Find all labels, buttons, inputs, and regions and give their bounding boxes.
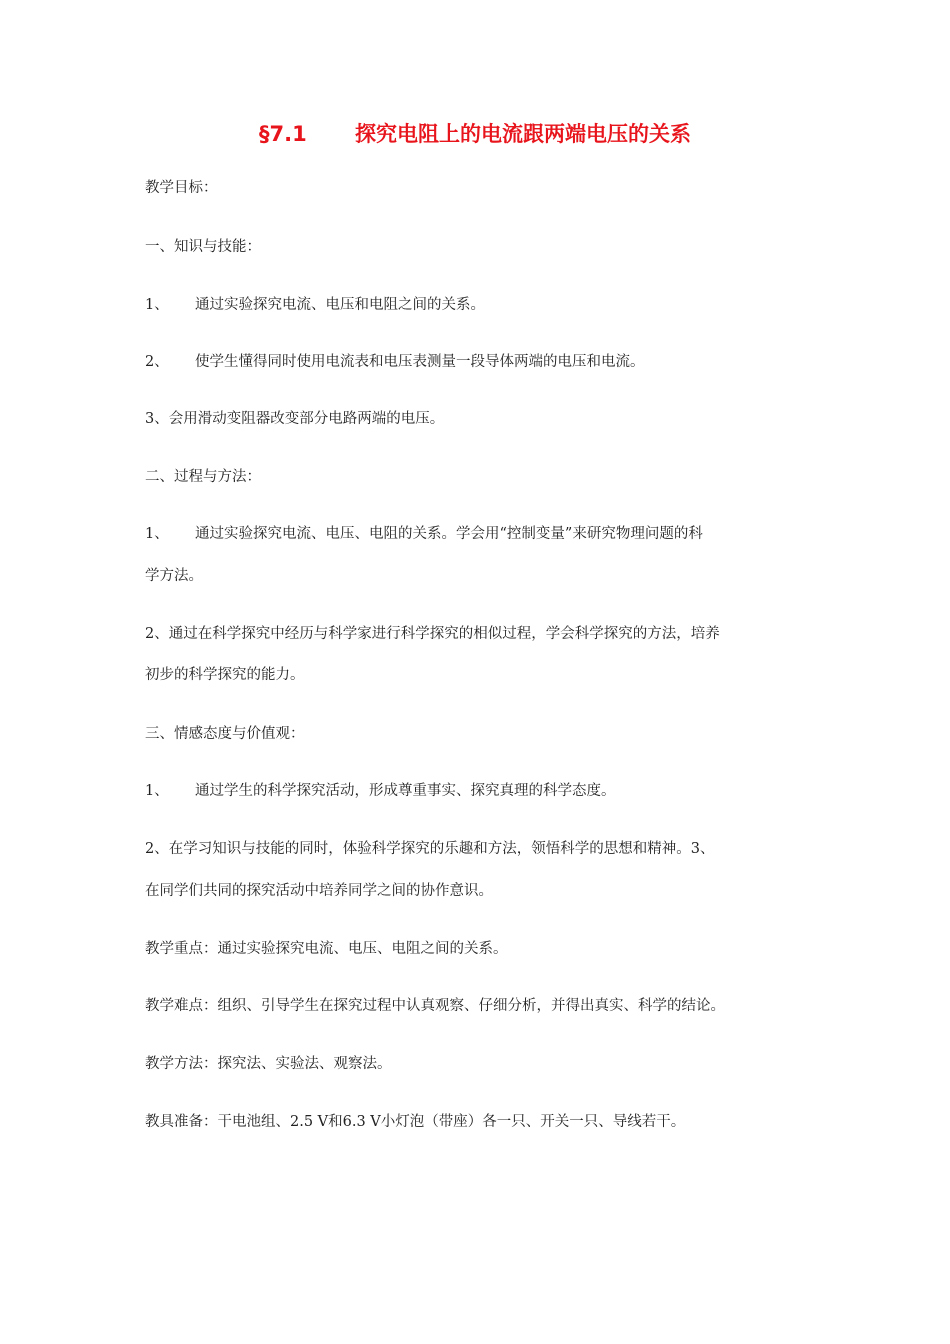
attitude-item-2: 2、在学习知识与技能的同时，体验科学探究的乐趣和方法，领悟科学的思想和精神。3、 xyxy=(145,841,715,857)
item-text: 使学生懂得同时使用电流表和电压表测量一段导体两端的电压和电流。 xyxy=(195,354,645,370)
item-number: 1、 xyxy=(145,526,169,542)
difficulty: 教学难点：组织、引导学生在探究过程中认真观察、仔细分析，并得出真实、科学的结论。 xyxy=(145,998,725,1014)
knowledge-item-3: 3、会用滑动变阻器改变部分电路两端的电压。 xyxy=(145,411,445,427)
equipment: 教具准备：干电池组、2.5 V和6.3 V小灯泡（带座）各一只、开关一只、导线若干。 xyxy=(145,1114,686,1130)
knowledge-item-1 xyxy=(145,295,825,315)
attitude-item-1 xyxy=(145,781,825,801)
item-number: 1、 xyxy=(145,297,169,313)
section-knowledge-heading: 一、知识与技能： xyxy=(145,239,261,255)
attitude-item-2-cont: 在同学们共同的探究活动中培养同学之间的协作意识。 xyxy=(145,883,493,899)
item-number: 1、 xyxy=(145,783,169,799)
goals-label: 教学目标： xyxy=(145,180,218,196)
item-text: 通过学生的科学探究活动，形成尊重事实、探究真理的科学态度。 xyxy=(195,783,616,799)
title-text: 探究电阻上的电流跟两端电压的关系 xyxy=(355,122,691,146)
teaching-method: 教学方法：探究法、实验法、观察法。 xyxy=(145,1056,392,1072)
knowledge-item-2 xyxy=(145,352,825,372)
item-text: 通过实验探究电流、电压和电阻之间的关系。 xyxy=(195,297,485,313)
key-point: 教学重点：通过实验探究电流、电压、电阻之间的关系。 xyxy=(145,941,508,957)
process-item-2: 2、通过在科学探究中经历与科学家进行科学探究的相似过程，学会科学探究的方法，培养 xyxy=(145,626,720,642)
item-text: 通过实验探究电流、电压、电阻的关系。学会用“控制变量”来研究物理问题的科 xyxy=(195,526,703,542)
title-number: §7.1 xyxy=(259,122,307,146)
section-attitude-heading: 三、情感态度与价值观： xyxy=(145,726,305,742)
section-process-heading: 二、过程与方法： xyxy=(145,469,261,485)
process-item-2-cont: 初步的科学探究的能力。 xyxy=(145,667,305,683)
process-item-1 xyxy=(145,524,825,544)
process-item-1-cont: 学方法。 xyxy=(145,568,203,584)
item-number: 2、 xyxy=(145,354,169,370)
page-title xyxy=(0,118,950,148)
